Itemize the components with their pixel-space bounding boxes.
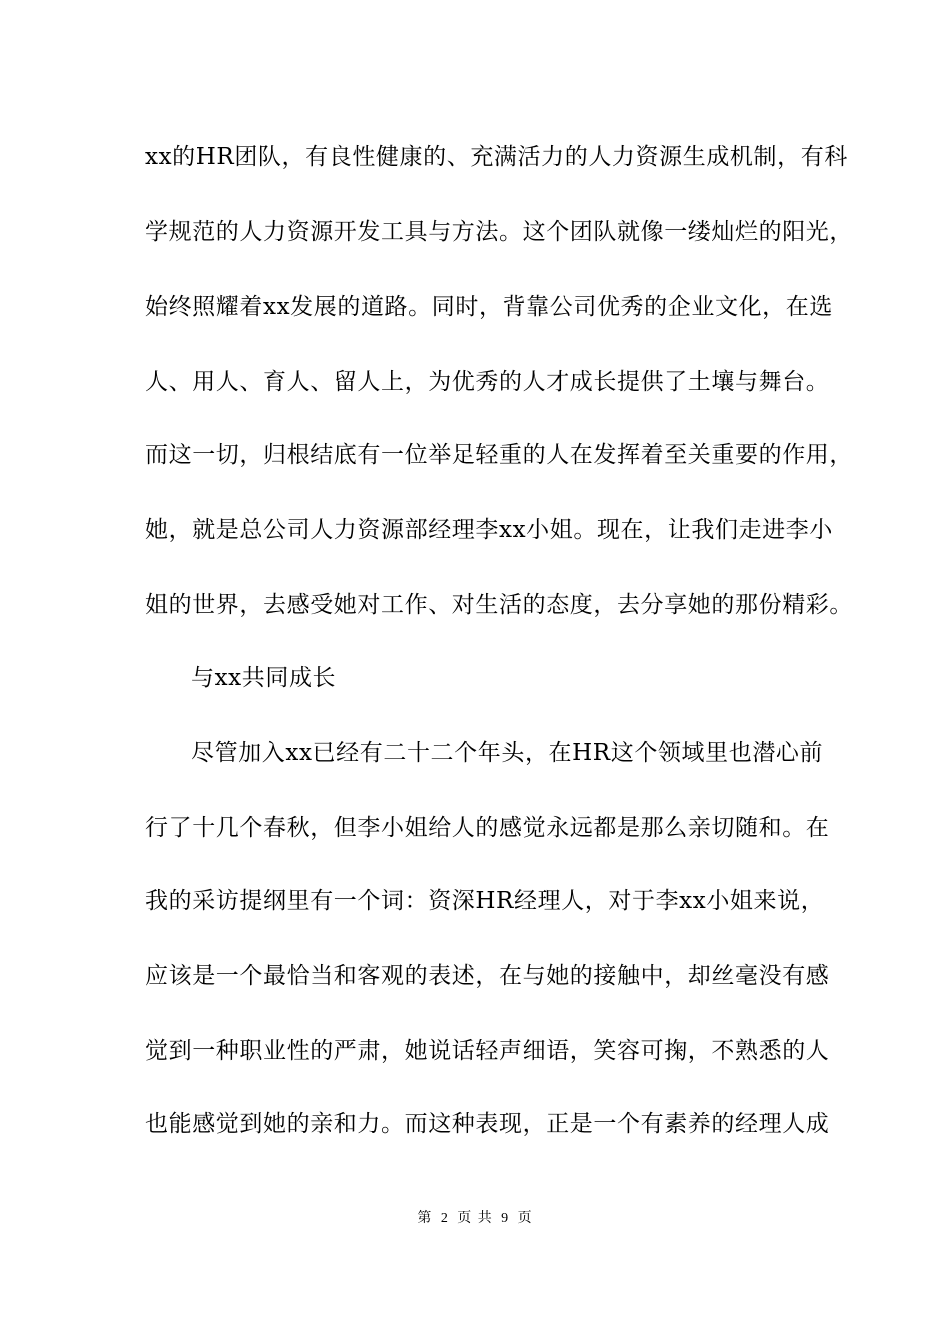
section-heading: 与xx共同成长 (191, 665, 337, 691)
body-text-line: 尽管加入xx已经有二十二个年头，在HR这个领域里也潜心前 (191, 740, 824, 766)
footer-middle: 页 共 (457, 1210, 493, 1226)
footer-prefix: 第 (417, 1210, 433, 1226)
footer-current-page: 2 (440, 1211, 449, 1226)
body-text-line: 也能感觉到她的亲和力。而这种表现，正是一个有素养的经理人成 (145, 1111, 830, 1137)
body-text-line: 应该是一个最恰当和客观的表述，在与她的接触中，却丝毫没有感 (145, 963, 830, 989)
body-text-line: xx的HR团队，有良性健康的、充满活力的人力资源生成机制，有科 (145, 144, 848, 170)
body-text-line: 姐的世界，去感受她对工作、对生活的态度，去分享她的那份精彩。 (145, 592, 853, 618)
body-text-line: 人、用人、育人、留人上，为优秀的人才成长提供了土壤与舞台。 (145, 369, 830, 395)
body-text-line: 而这一切，归根结底有一位举足轻重的人在发挥着至关重要的作用， (145, 442, 853, 468)
body-text-line: 行了十几个春秋，但李小姐给人的感觉永远都是那么亲切随和。在 (145, 815, 830, 841)
body-text-line: 觉到一种职业性的严肃，她说话轻声细语，笑容可掬，不熟悉的人 (145, 1038, 830, 1064)
body-text-line: 我的采访提纲里有一个词：资深HR经理人，对于李xx小姐来说， (145, 888, 825, 914)
page-footer (0, 1208, 950, 1229)
body-text-line: 学规范的人力资源开发工具与方法。这个团队就像一缕灿烂的阳光， (145, 219, 853, 245)
footer-total-pages: 9 (501, 1211, 510, 1226)
body-text-line: 她，就是总公司人力资源部经理李xx小姐。现在，让我们走进李小 (145, 517, 833, 543)
footer-suffix: 页 (517, 1210, 533, 1226)
body-text-line: 始终照耀着xx发展的道路。同时，背靠公司优秀的企业文化，在选 (145, 294, 833, 320)
